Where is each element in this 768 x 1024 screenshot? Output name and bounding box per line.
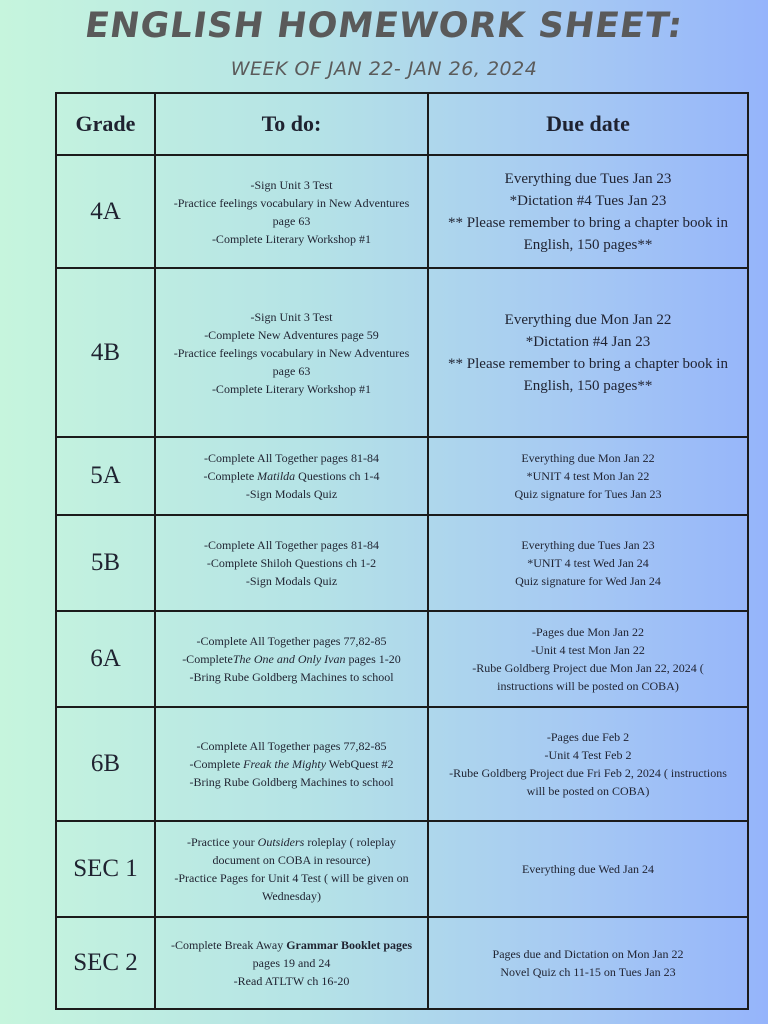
line-text: -Complete All Together pages 77,82-85: [196, 634, 387, 648]
line-text: Everything due Tues Jan 23: [521, 538, 655, 552]
due-line: [435, 449, 741, 467]
todo-line: [162, 954, 421, 972]
due-line: [435, 641, 741, 659]
due-line: [435, 728, 741, 746]
line-text: -Complete All Together pages 77,82-85: [196, 739, 387, 753]
header-row: [56, 93, 748, 155]
due-line: [435, 554, 741, 572]
line-text: page 63: [272, 213, 311, 228]
line-text: Pages due and Dictation on Mon Jan 22: [492, 947, 684, 961]
due-date-cell: [428, 268, 748, 437]
due-date-cell: [428, 707, 748, 821]
line-text: page 63: [272, 363, 311, 378]
due-line: [435, 659, 741, 677]
line-text: ** Please remember to bring a chapter book in: [448, 355, 728, 372]
line-text: -Pages due Mon Jan 22: [532, 625, 644, 639]
homework-table: [55, 92, 749, 1010]
grade-cell: 4B: [56, 268, 155, 437]
todo-line: [162, 176, 421, 194]
due-line: [435, 353, 741, 375]
todo-cell: [155, 515, 428, 611]
todo-line: [162, 668, 421, 686]
due-line: [435, 677, 741, 695]
line-text: -Unit 4 Test Feb 2: [544, 748, 632, 762]
line-text: -Pages due Feb 2: [546, 730, 630, 744]
line-text: -Practice Pages for Unit 4 Test ( will be given on: [174, 871, 409, 885]
due-line: [435, 764, 741, 782]
line-text: English, 150 pages**: [523, 377, 653, 394]
todo-line: [162, 449, 421, 467]
line-text: instructions will be posted on COBA): [497, 679, 679, 693]
todo-cell: [155, 707, 428, 821]
todo-line: [162, 554, 421, 572]
line-text: -Practice your: [187, 835, 258, 849]
table-row: [56, 268, 748, 437]
due-date-cell: [428, 437, 748, 515]
line-text: -Complete: [203, 469, 258, 483]
line-text: -Complete All Together pages 81-84: [204, 538, 379, 552]
due-line: [435, 536, 741, 554]
todo-line: [162, 773, 421, 791]
line-text: *UNIT 4 test Mon Jan 22: [526, 469, 650, 483]
title-text: Outsiders: [257, 835, 305, 849]
table-row: [56, 611, 748, 707]
todo-line: [162, 632, 421, 650]
due-date-cell: [428, 515, 748, 611]
line-text: -Sign Unit 3 Test: [250, 177, 333, 192]
todo-line: [162, 972, 421, 990]
line-text: -Practice feelings vocabulary in New Adventures: [173, 345, 410, 360]
due-date-cell: [428, 917, 748, 1009]
todo-cell: [155, 917, 428, 1009]
due-line: [435, 234, 741, 256]
grade-cell: 6B: [56, 707, 155, 821]
line-text: Quiz signature for Tues Jan 23: [514, 487, 662, 501]
line-text: -Bring Rube Goldberg Machines to school: [189, 775, 394, 789]
line-text: Quiz signature for Wed Jan 24: [515, 574, 661, 588]
todo-line: [162, 869, 421, 887]
todo-line: [162, 308, 421, 326]
todo-cell: [155, 611, 428, 707]
todo-line: [162, 572, 421, 590]
todo-cell: [155, 155, 428, 268]
line-text: -Complete: [189, 757, 244, 771]
line-text: Wednesday): [261, 889, 321, 903]
due-line: [435, 168, 741, 190]
line-text: -Complete New Adventures page 59: [204, 327, 379, 342]
grade-cell: 5A: [56, 437, 155, 515]
todo-line: [162, 887, 421, 905]
todo-line: [162, 467, 421, 485]
line-text: -Sign Modals Quiz: [245, 487, 338, 501]
line-text: WebQuest #2: [326, 757, 394, 771]
todo-line: [162, 755, 421, 773]
grade-cell: 4A: [56, 155, 155, 268]
line-text: -Bring Rube Goldberg Machines to school: [189, 670, 394, 684]
table-row: [56, 437, 748, 515]
line-text: -Complete Break Away: [171, 938, 287, 952]
due-line: [435, 485, 741, 503]
grade-cell: 5B: [56, 515, 155, 611]
title-text: The One and Only Ivan: [232, 652, 346, 666]
line-text: -Complete Literary Workshop #1: [211, 381, 372, 396]
due-line: [435, 375, 741, 397]
todo-line: [162, 650, 421, 668]
line-text: -Complete: [182, 652, 233, 666]
due-date-cell: [428, 611, 748, 707]
todo-line: [162, 936, 421, 954]
line-text: Everything due Mon Jan 22: [504, 311, 672, 328]
due-line: [435, 212, 741, 234]
bold-text: Grammar Booklet pages: [286, 938, 412, 952]
grade-cell: SEC 1: [56, 821, 155, 917]
todo-header: To do:: [155, 93, 428, 155]
todo-line: [162, 344, 421, 362]
table-row: [56, 917, 748, 1009]
table-row: [56, 515, 748, 611]
due-line: [435, 309, 741, 331]
table-row: [56, 155, 748, 268]
todo-line: [162, 737, 421, 755]
title-text: Freak the Mighty: [243, 757, 327, 771]
line-text: document on COBA in resource): [212, 853, 371, 867]
due-line: [435, 623, 741, 641]
title-text: Matilda: [257, 469, 296, 483]
todo-line: [162, 212, 421, 230]
due-header: Due date: [428, 93, 748, 155]
line-text: Everything due Mon Jan 22: [521, 451, 655, 465]
line-text: *UNIT 4 test Wed Jan 24: [527, 556, 649, 570]
grade-header: Grade: [56, 93, 155, 155]
line-text: ** Please remember to bring a chapter book in: [448, 214, 728, 231]
line-text: pages 19 and 24: [252, 956, 331, 970]
line-text: Novel Quiz ch 11-15 on Tues Jan 23: [500, 965, 676, 979]
page-subtitle: WEEK OF JAN 22- JAN 26, 2024: [230, 58, 538, 80]
todo-line: [162, 230, 421, 248]
line-text: *Dictation #4 Jan 23: [525, 333, 651, 350]
grade-cell: SEC 2: [56, 917, 155, 1009]
due-line: [435, 572, 741, 590]
line-text: -Sign Unit 3 Test: [250, 309, 333, 324]
todo-line: [162, 536, 421, 554]
line-text: -Unit 4 test Mon Jan 22: [531, 643, 645, 657]
line-text: -Rube Goldberg Project due Mon Jan 22, 2024 (: [472, 661, 704, 675]
line-text: -Practice feelings vocabulary in New Adventures: [173, 195, 410, 210]
due-line: [435, 331, 741, 353]
line-text: *Dictation #4 Tues Jan 23: [509, 192, 667, 209]
page-title: ENGLISH HOMEWORK SHEET:: [82, 6, 686, 46]
line-text: -Complete Literary Workshop #1: [211, 231, 372, 246]
due-line: [435, 963, 741, 981]
todo-line: [162, 380, 421, 398]
todo-line: [162, 485, 421, 503]
line-text: Questions ch 1-4: [295, 469, 380, 483]
table-row: [56, 821, 748, 917]
line-text: -Rube Goldberg Project due Fri Feb 2, 2024 ( instructions: [449, 766, 727, 780]
line-text: -Complete Shiloh Questions ch 1-2: [206, 556, 377, 570]
table-row: [56, 707, 748, 821]
todo-line: [162, 326, 421, 344]
due-line: [435, 746, 741, 764]
todo-line: [162, 833, 421, 851]
due-date-cell: [428, 155, 748, 268]
todo-cell: [155, 437, 428, 515]
line-text: Everything due Wed Jan 24: [521, 862, 655, 876]
todo-cell: [155, 821, 428, 917]
due-line: [435, 782, 741, 800]
due-line: [435, 190, 741, 212]
todo-cell: [155, 268, 428, 437]
line-text: Everything due Tues Jan 23: [504, 170, 672, 187]
due-line: [435, 945, 741, 963]
line-text: -Sign Modals Quiz: [245, 574, 338, 588]
line-text: -Complete All Together pages 81-84: [204, 451, 379, 465]
due-date-cell: [428, 821, 748, 917]
due-line: [435, 860, 741, 878]
line-text: roleplay ( roleplay: [304, 835, 396, 849]
grade-cell: 6A: [56, 611, 155, 707]
line-text: -Read ATLTW ch 16-20: [233, 974, 350, 988]
todo-line: [162, 194, 421, 212]
line-text: pages 1-20: [345, 652, 401, 666]
todo-line: [162, 362, 421, 380]
due-line: [435, 467, 741, 485]
todo-line: [162, 851, 421, 869]
line-text: will be posted on COBA): [526, 784, 650, 798]
line-text: English, 150 pages**: [523, 236, 653, 253]
